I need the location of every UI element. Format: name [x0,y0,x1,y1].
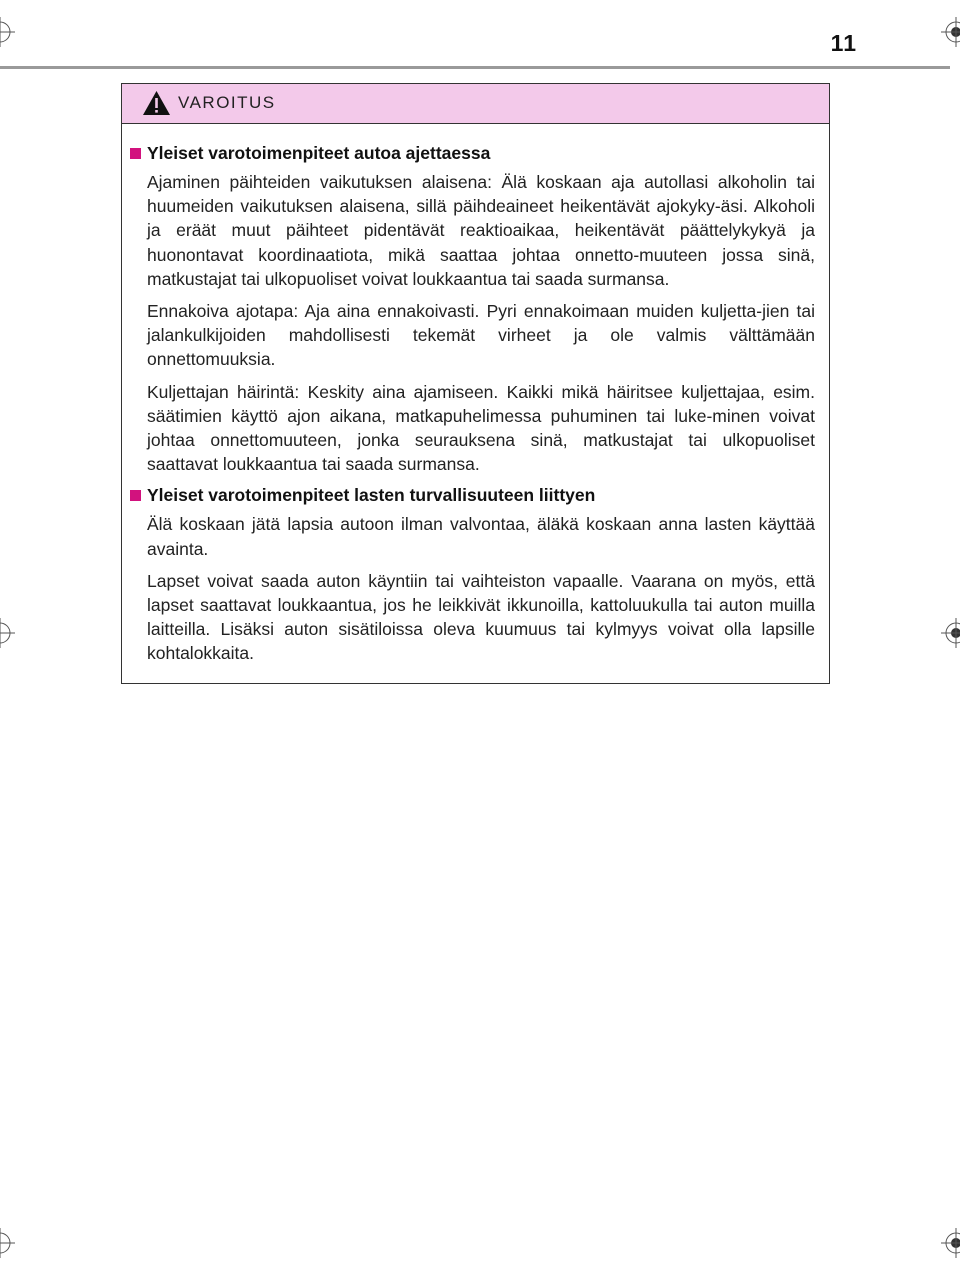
warning-section [130,142,815,476]
warning-header [122,84,829,124]
header-rule [0,66,950,69]
section-heading-text: Yleiset varotoimenpiteet lasten turvallisuuteen liittyen [147,485,596,506]
warning-triangle-icon [142,90,171,116]
warning-box [121,83,830,684]
registration-mark-top-left-icon [0,17,15,47]
warning-section [130,484,815,665]
warning-body [122,124,829,666]
section-paragraph: Ajaminen päihteiden vaikutuksen alaisena: Älä koskaan aja autollasi alkoholin tai huumeiden vaikutuksen alaisena, sillä päihdeaineet heikentävät ajokyky-äsi. Alkoholi ja eräät muut päihteet pidentävät reaktioaikaa, heikentävät päättelykykyä ja huonontavat koordinaatiota, mikä saattaa johtaa onnetto-muuteen jossa sinä, matkustajat tai ulkopuoliset voivat loukkaantua tai saada surmansa. [147,172,815,289]
section-paragraph: Ennakoiva ajotapa: Aja aina ennakoivasti. Pyri ennakoimaan muiden kuljetta-jien tai jalankulkijoiden mahdollisesti tekemät virheet ja ole valmis välttämään onnettomuuksia. [147,301,815,370]
registration-mark-mid-left-icon [0,618,15,648]
section-paragraph: Kuljettajan häirintä: Keskity aina ajamiseen. Kaikki mikä häiritsee kuljettajaa, esim. säätimien käyttö ajon aikana, matkapuhelimessa puhuminen tai luke-minen voivat johtaa onnettomuuteen, jonka seurauksena sinä, matkustajat tai ulkopuoliset saattavat loukkaantua tai saada surmansa. [147,381,815,475]
section-paragraph: Älä koskaan jätä lapsia autoon ilman valvontaa, äläkä koskaan anna lasten käyttää avainta. [147,514,815,559]
page-number: 11 [830,30,857,56]
registration-mark-bottom-right-icon [941,1228,960,1258]
section-heading-text: Yleiset varotoimenpiteet autoa ajettaessa [147,143,491,163]
registration-mark-top-right-icon [941,17,960,47]
section-heading [130,142,815,164]
registration-mark-bottom-left-icon [0,1228,15,1258]
registration-mark-mid-right-icon [941,618,960,648]
square-bullet-icon [130,490,141,501]
section-paragraph: Lapset voivat saada auton käyntiin tai vaihteiston vapaalle. Vaarana on myös, että lapset saattavat loukkaantua, jos he leikkivät ikkunoilla, kattoluukulla tai auton muilla laitteilla. Lisäksi auton sisätiloissa oleva kuumuus tai kylmyys voivat olla lapsille kohtalokkaita. [147,570,815,664]
warning-title: VAROITUS [178,93,276,112]
square-bullet-icon [130,148,141,159]
section-heading [130,484,815,506]
